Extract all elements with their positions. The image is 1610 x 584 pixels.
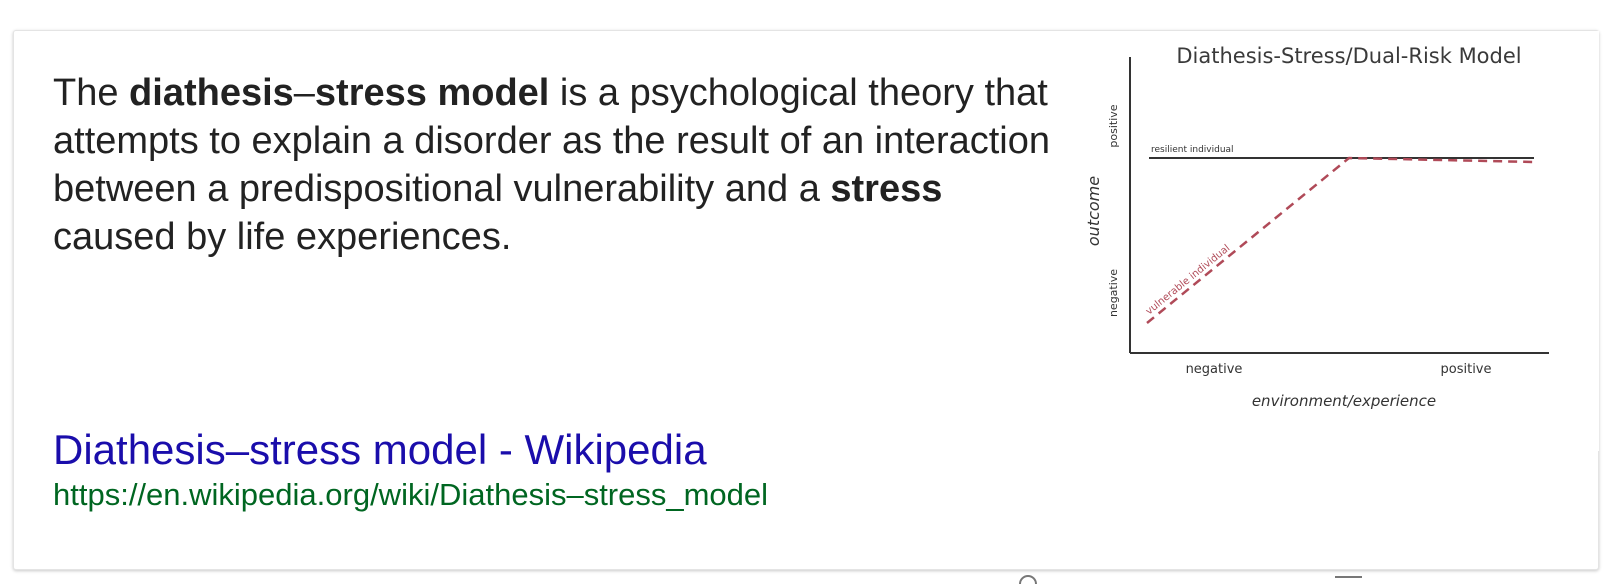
y-axis-label: outcome xyxy=(1084,175,1103,247)
snippet-bold-stress-model: stress model xyxy=(314,72,550,114)
thumbnail-background xyxy=(1089,31,1599,451)
y-tick-negative: negative xyxy=(1107,268,1120,318)
resilient-label: resilient individual xyxy=(1151,145,1234,155)
x-tick-negative: negative xyxy=(1185,362,1243,377)
snippet-dash: – xyxy=(293,72,315,114)
diathesis-stress-model-thumbnail[interactable] xyxy=(1084,31,1599,451)
y-tick-positive: positive xyxy=(1107,104,1120,148)
knowledge-card xyxy=(13,30,1599,570)
snippet-text-2: is a psychological theory that attempts to explain a disorder as the result of an interaction between a predispositional vulnerability and a xyxy=(53,72,1050,210)
clipped-icons-below xyxy=(0,576,1610,584)
figure-title: Diathesis-Stress/Dual-Risk Model xyxy=(1176,44,1522,68)
snippet-text-3: caused by life experiences. xyxy=(53,216,512,258)
vulnerable-label: vulnerable individual xyxy=(1143,242,1233,318)
x-axis-label: environment/experience xyxy=(1251,392,1437,410)
snippet-text-1: The xyxy=(53,72,130,114)
featured-snippet-text xyxy=(53,69,1053,261)
snippet-bold-stress: stress xyxy=(830,168,943,210)
result-url: https://en.wikipedia.org/wiki/Diathesis–stress_model xyxy=(53,477,769,512)
clipped-circle-icon xyxy=(1020,576,1036,584)
x-tick-positive: positive xyxy=(1440,362,1492,377)
snippet-bold-diathesis: diathesis xyxy=(129,72,294,114)
result-title-link[interactable]: Diathesis–stress model - Wikipedia xyxy=(53,426,707,473)
